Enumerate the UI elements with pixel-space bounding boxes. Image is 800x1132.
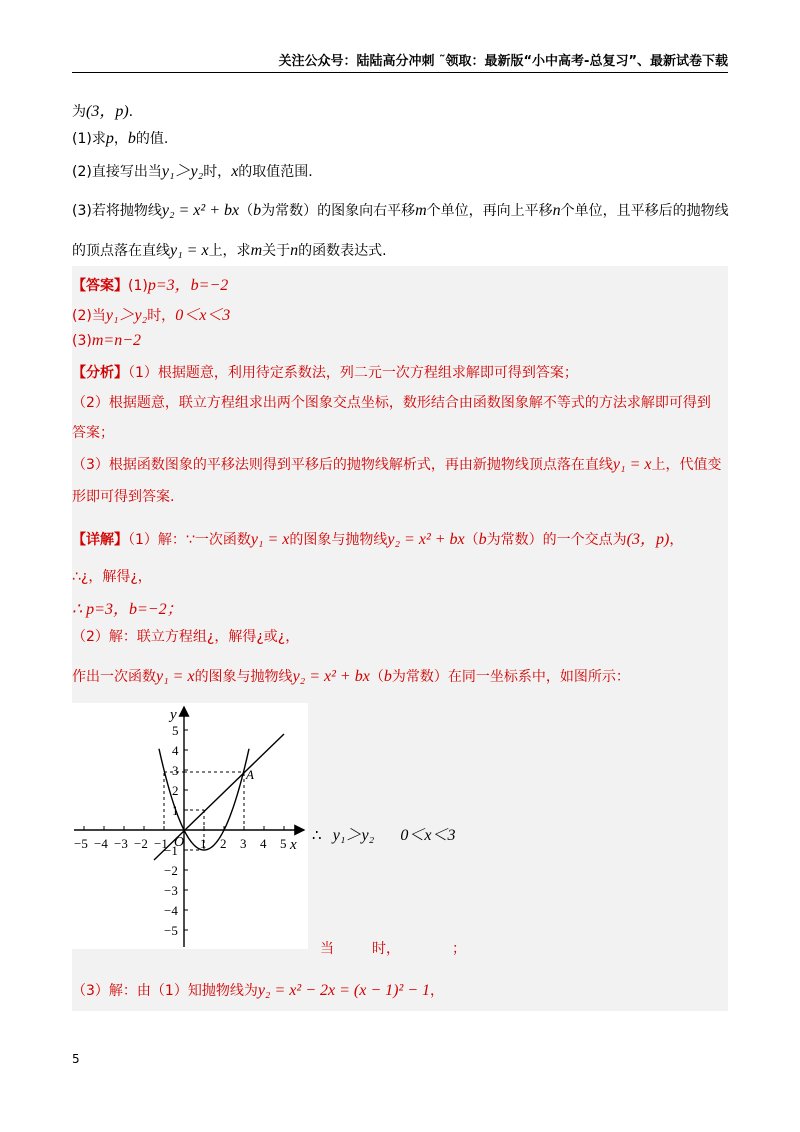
q3-text-shift: 为常数）的图象向右平移 <box>261 203 416 219</box>
intro-point: (3，p) <box>86 103 129 120</box>
x-tick-label: 5 <box>280 836 287 851</box>
detail-line-5 <box>72 666 630 686</box>
function-graph <box>72 703 308 949</box>
answer-line-3 <box>72 332 141 350</box>
intro-text: 为 <box>72 104 86 120</box>
q3-l2-text: 的顶点落在直线 <box>72 243 170 259</box>
detail-5-text-end: 为常数）在同一坐标系中，如图所示： <box>391 669 630 685</box>
detail-6-text: （3）解：由（1）知抛物线为 <box>72 983 258 999</box>
therefore-symbol: ∴ <box>312 828 322 844</box>
y-tick-label: 1 <box>172 803 179 818</box>
analysis-part-2: （2）根据题意，联立方程组求出两个图象交点坐标，数形结合由函数图象解不等式的方法求解即可得到 <box>72 395 711 411</box>
q1-sep: ， <box>113 131 128 147</box>
detail-1-paren: （ <box>464 532 479 548</box>
page-number: 5 <box>72 1052 80 1066</box>
detail-1-comma: ， <box>669 532 684 548</box>
when-semicolon: ； <box>452 941 466 957</box>
answer-line-1 <box>72 272 228 295</box>
q1-text-end: 的值. <box>135 131 169 147</box>
y-tick-label: 4 <box>172 743 179 758</box>
answer-1: p=3，b=−2 <box>147 277 229 294</box>
q3-l2-text-end: 的函数表达式. <box>298 243 387 259</box>
y-tick-label: 5 <box>172 723 179 738</box>
detail-1-point: (3，p) <box>626 531 670 548</box>
detail-5-text-mid: 的图象与抛物线 <box>194 669 293 685</box>
y-tick-label: −1 <box>164 843 178 858</box>
ineq-range: 0＜x＜3 <box>400 827 456 844</box>
y-tick-label: −5 <box>164 923 178 938</box>
q3-l2-var-m: m <box>250 242 263 259</box>
detail-5-line-eq: y₁ = x <box>156 668 195 685</box>
q3-text-up: 个单位，再向上平移 <box>426 203 553 219</box>
analysis-part-1: （1）根据题意，利用待定系数法，列二元一次方程组求解即可得到答案； <box>128 365 578 381</box>
q2-condition: y₁＞y₂ <box>161 163 204 180</box>
answer-2-label: (2) <box>72 308 92 324</box>
q1-var-p: p <box>105 130 114 147</box>
detail-5-parabola-eq: y₂ = x² + bx <box>292 668 370 685</box>
q3-label: (3) <box>72 203 92 219</box>
q3-l2-line-eq: y₁ = x <box>170 242 209 259</box>
q3-l2-var-n: n <box>290 242 299 259</box>
detail-1-text: （1）解：∵一次函数 <box>128 532 251 548</box>
detail-line-1 <box>72 526 683 549</box>
detail-3: ∴ p=3，b=−2； <box>72 601 183 618</box>
analysis-part-2-end: 答案； <box>72 425 114 441</box>
x-tick-label: −4 <box>94 836 108 851</box>
x-tick-label: −3 <box>114 836 128 851</box>
x-tick-label: 2 <box>220 836 227 851</box>
header-text: 关注公众号：陆陆高分冲刺 ˜领取：最新版“小中高考-总复习”、最新试卷下载 <box>278 54 728 69</box>
q3-text: 若将抛物线 <box>91 203 162 219</box>
point-a-label: A <box>246 767 254 782</box>
answer-2-mid: 时， <box>147 308 176 324</box>
question-2 <box>72 158 313 181</box>
when-text-mid: 时， <box>372 941 400 957</box>
inequality-result <box>312 822 456 845</box>
x-tick-label: 4 <box>260 836 267 851</box>
analysis-part-3-end: 形即可得到答案. <box>72 489 175 505</box>
question-intro <box>72 98 133 121</box>
detail-1-var-b: b <box>478 531 487 548</box>
answer-3-label: (3) <box>72 333 92 349</box>
detail-1-line-eq: y₁ = x <box>250 531 290 548</box>
analysis-part-3-eq: y₁ = x <box>612 456 652 473</box>
q3-l2-text-about: 关于 <box>262 243 291 259</box>
answer-2-condition: y₁＞y₂ <box>105 307 148 324</box>
analysis-line-2 <box>72 392 711 412</box>
ineq-condition: y₁＞y₂ <box>332 827 375 844</box>
detail-6-equation: y₂ = x² − 2x = (x − 1)² − 1 <box>257 982 431 999</box>
question-1 <box>72 128 168 148</box>
q3-text-after: 个单位，且平移后的抛物线 <box>560 203 729 219</box>
detail-line-3 <box>72 596 183 619</box>
detail-1-text-end: 为常数）的一个交点为 <box>486 532 627 548</box>
answer-2-range: 0＜x＜3 <box>175 307 231 324</box>
q3-var-m: m <box>415 202 427 219</box>
intro-end: . <box>128 104 134 120</box>
question-3-line-2 <box>72 240 387 260</box>
q2-label: (2) <box>72 164 92 180</box>
q3-l2-text-ask: 上，求 <box>208 243 251 259</box>
answer-1-label: (1) <box>128 278 148 294</box>
detail-1-parabola-eq: y₂ = x² + bx <box>387 531 465 548</box>
x-tick-label: 1 <box>200 836 207 851</box>
q1-label: (1) <box>72 131 92 147</box>
question-3-line-1 <box>72 200 729 220</box>
page-header <box>72 50 728 73</box>
q2-text-mid: 时， <box>203 164 232 180</box>
analysis-line-3 <box>72 422 114 442</box>
answer-2-pre: 当 <box>91 308 106 324</box>
detail-1-text-mid: 的图象与抛物线 <box>289 532 388 548</box>
detail-5-paren: （ <box>369 669 384 685</box>
when-text: 当 <box>320 941 334 957</box>
x-tick-label: −1 <box>154 836 168 851</box>
detail-line-6 <box>72 980 444 1000</box>
detail-line-2 <box>72 566 152 586</box>
detail-5-text: 作出一次函数 <box>72 669 156 685</box>
q3-paren: （ <box>239 203 254 219</box>
analysis-part-3: （3）根据函数图象的平移法则得到平移后的抛物线解析式，再由新抛物线顶点落在直线 <box>72 457 613 473</box>
analysis-tag: 【分析】 <box>72 365 128 381</box>
x-tick-label: −5 <box>74 836 88 851</box>
q1-text: 求 <box>91 131 106 147</box>
answer-tag: 【答案】 <box>72 278 128 294</box>
detail-line-4 <box>72 626 299 646</box>
x-tick-label: 3 <box>240 836 247 851</box>
q2-text-end: 的取值范围. <box>238 164 313 180</box>
analysis-part-3-post: 上，代值变 <box>651 457 722 473</box>
y-tick-label: −2 <box>164 863 178 878</box>
q2-text: 直接写出当 <box>91 164 162 180</box>
answer-3: m=n−2 <box>91 332 141 349</box>
analysis-line-1 <box>72 362 578 382</box>
detail-5-var-b: b <box>383 668 392 685</box>
y-tick-label: −3 <box>164 883 178 898</box>
analysis-line-4 <box>72 454 721 474</box>
analysis-line-5 <box>72 486 174 506</box>
origin-label: O <box>174 835 185 850</box>
q3-var-n: n <box>552 202 561 219</box>
y-tick-label: 3 <box>172 763 179 778</box>
detail-6-comma: ， <box>430 983 445 999</box>
answer-line-2 <box>72 302 230 325</box>
graph-svg <box>72 703 308 949</box>
q3-var-b: b <box>253 202 262 219</box>
detail-tag: 【详解】 <box>72 532 128 548</box>
x-axis-label: x <box>290 837 297 853</box>
q2-var-x: x <box>231 163 239 180</box>
y-tick-label: 2 <box>172 783 179 798</box>
q1-var-b: b <box>127 130 136 147</box>
detail-2: ∴¿，解得¿， <box>72 569 152 585</box>
q3-equation: y₂ = x² + bx <box>161 202 240 219</box>
when-line <box>320 938 466 958</box>
detail-4: （2）解：联立方程组¿，解得¿或¿， <box>72 629 300 645</box>
y-tick-label: −4 <box>164 903 178 918</box>
y-axis-label: y <box>170 707 177 723</box>
x-tick-label: −2 <box>134 836 148 851</box>
